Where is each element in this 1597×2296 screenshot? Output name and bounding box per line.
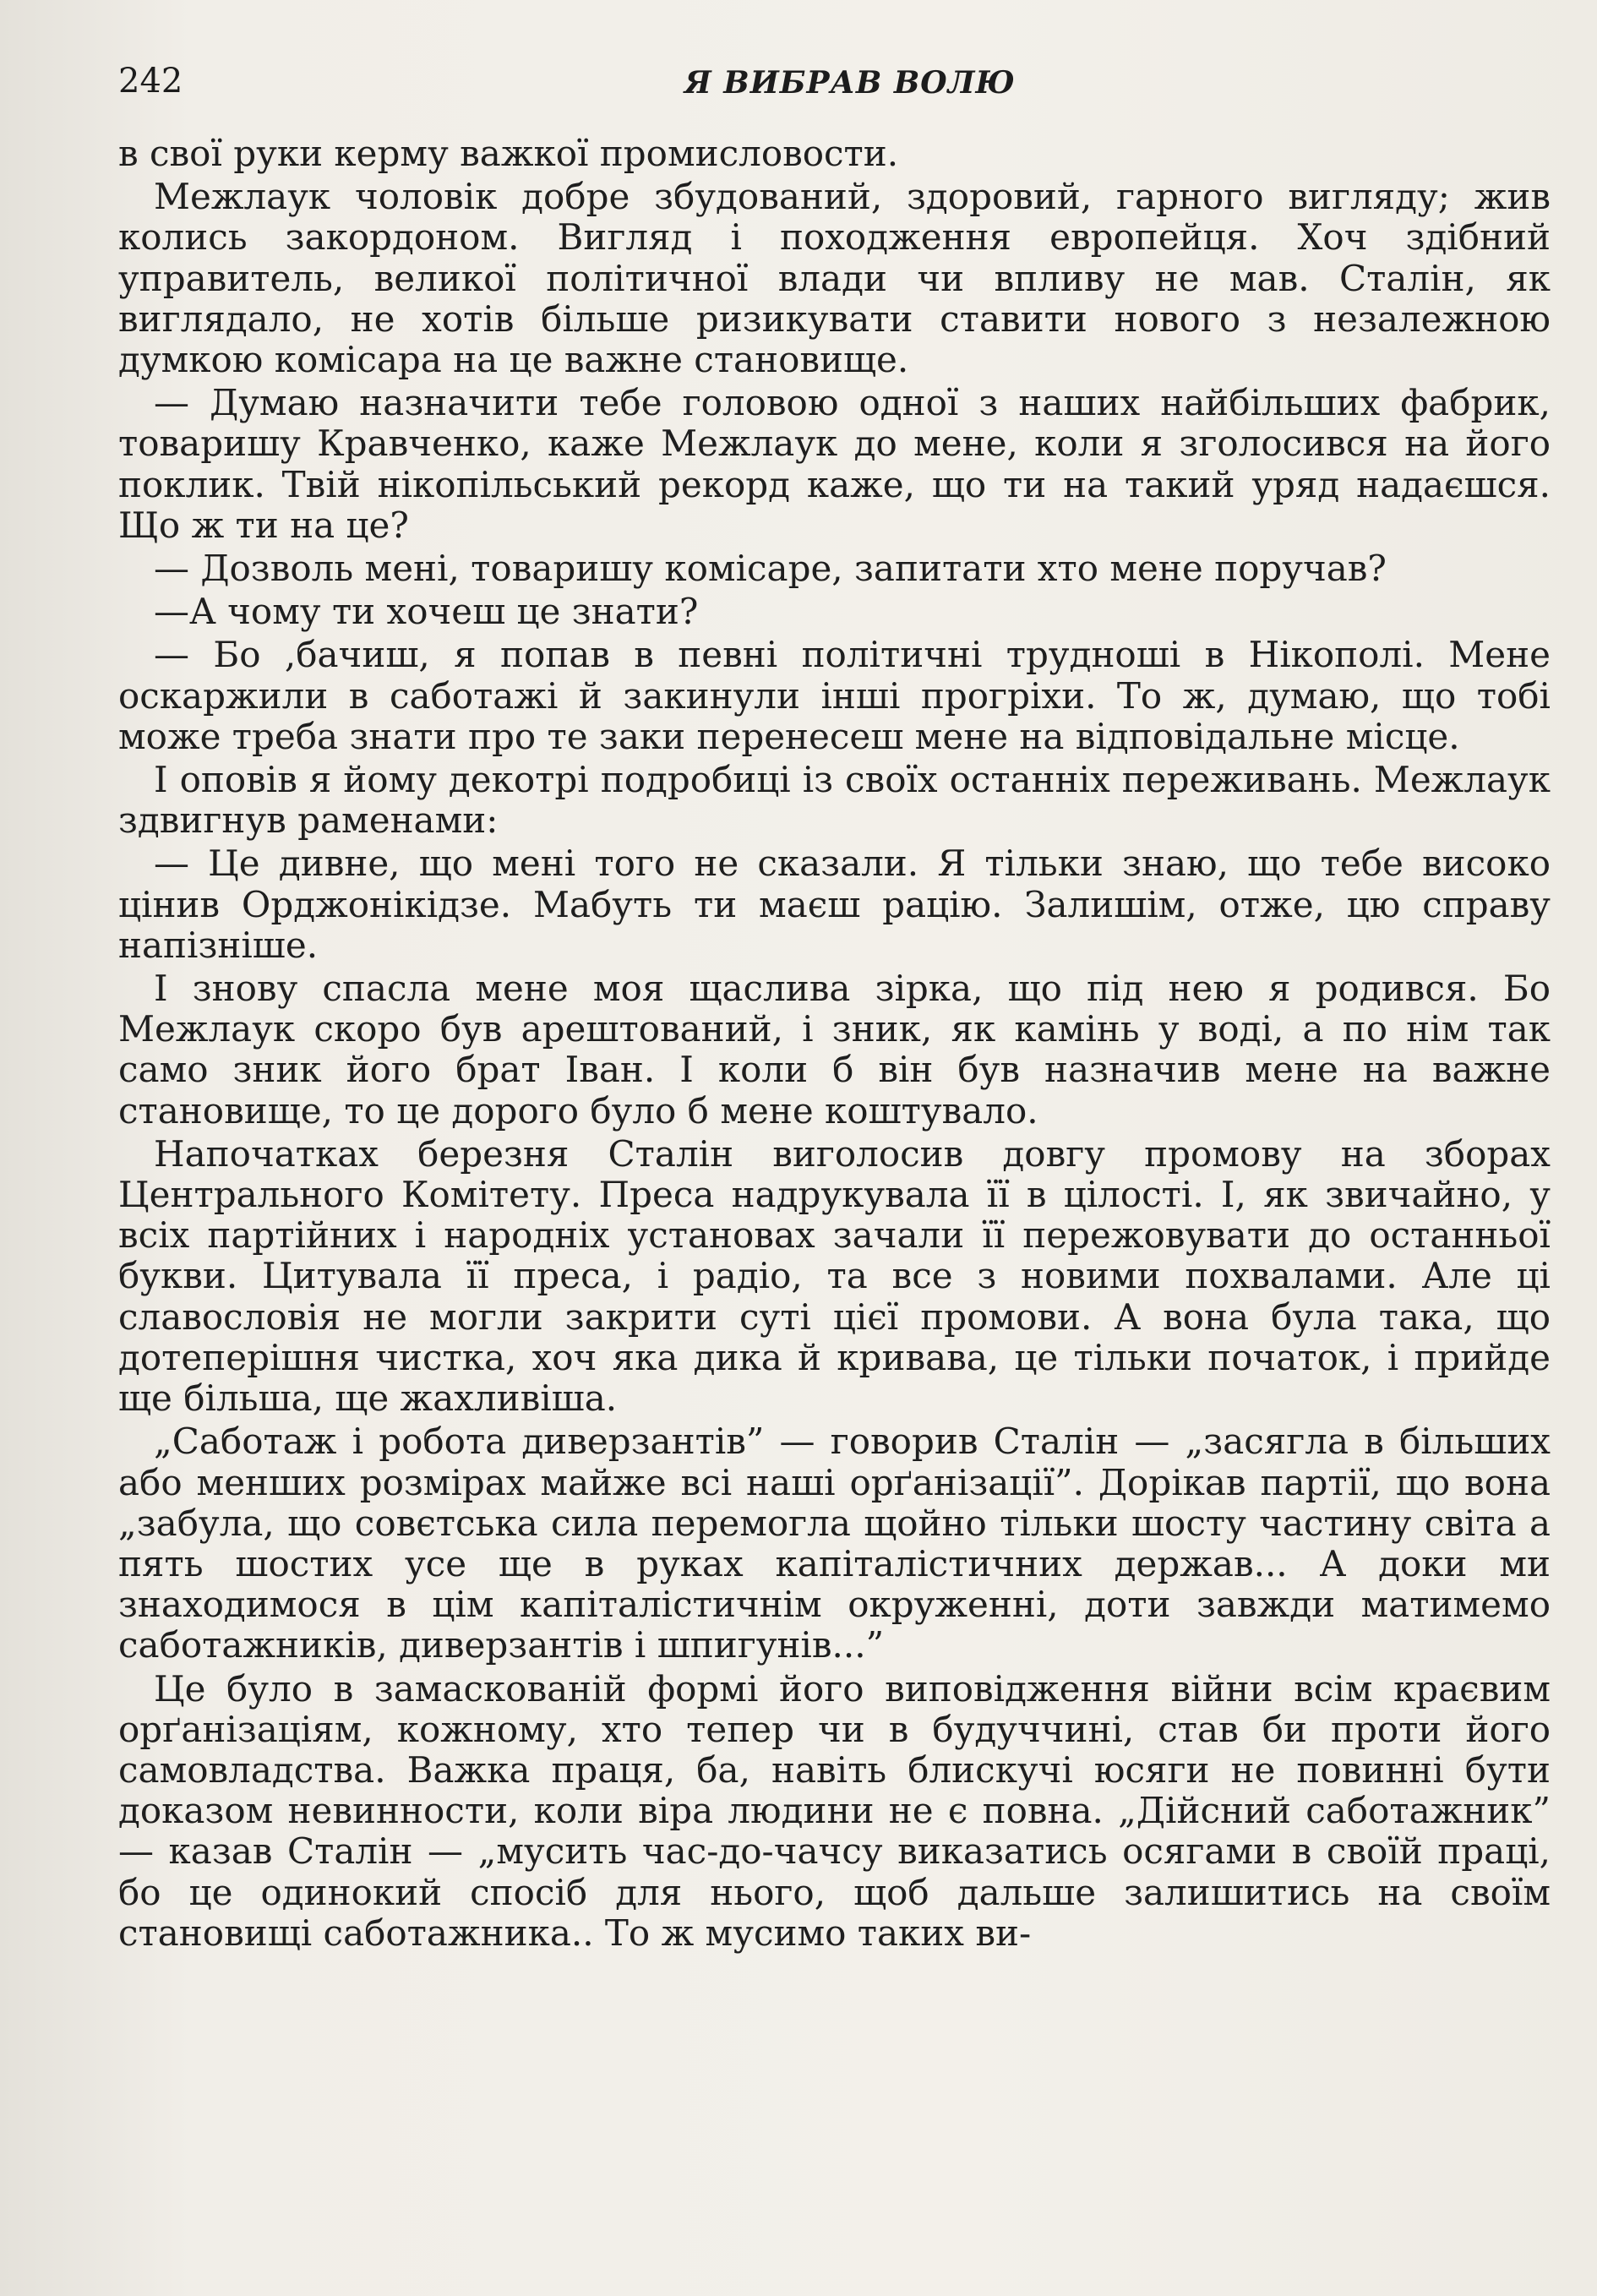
paragraph: І знову спасла мене моя щаслива зірка, що під нею я родився. Бо Межлаук скоро був арештований, і зник, як камінь у воді, а по нім так само зник його брат Іван. І коли б він був назначив мене на важне становище, то це дорого було б мене коштувало. [118,968,1551,1132]
page-number: 242 [118,62,183,101]
dialogue-line: — Думаю назначити тебе головою одної з наших найбільших фабрик, товаришу Кравченко, каже Межлаук до мене, коли я зголосився на його поклик. Твій нікопільський рекорд каже, що ти на такий уряд надаєшся. Що ж ти на це? [118,382,1551,546]
running-title: Я ВИБРАВ ВОЛЮ [684,65,1016,101]
dialogue-line: — Бо ,бачиш, я попав в певні політичні трудноші в Нікополі. Мене оскаржили в саботажі й закинули інші прогріхи. То ж, думаю, що тобі може треба знати про те заки перенесеш мене на відповідальне місце. [118,634,1551,757]
page-text [118,134,1551,1956]
paragraph: І оповів я йому декотрі подробиці із своїх останніх переживань. Межлаук здвигнув раменами: [118,759,1551,842]
quote-paragraph: „Саботаж і робота диверзантів” — говорив Сталін — „засягла в більших або менших розмірах майже всі наші орґанізації”. Дорікав партії, що вона „забула, що совєтська сила перемогла щойно тільки шосту частину світа а пять шостих усе ще в руках капіталістичних держав... А доки ми знаходимося в цім капіталістичнім окруженні, доти завжди матимемо саботажників, диверзантів і шпигунів...” [118,1421,1551,1666]
paragraph: Це було в замаскованій формі його виповідження війни всім краєвим орґанізаціям, кожному, хто тепер чи в будуччині, став би проти його самовладства. Важка праця, ба, навіть блискучі юсяги не повинні бути доказом невинности, коли віра людини не є повна. „Дійсний саботажник” — казав Сталін — „мусить час-до-чачсу виказатись осягами в своїй праці, бо це одинокий спосіб для нього, щоб дальше залишитись на своїм становищі саботажника.. То ж мусимо таких ви- [118,1667,1551,1954]
dialogue-line: — Дозволь мені, товаришу комісаре, запитати хто мене поручав? [154,548,1387,590]
dialogue-line: —А чому ти хочеш це знати? [154,591,699,633]
paragraph: в свої руки керму важкої промисловости. [118,133,899,174]
paragraph: Межлаук чоловік добре збудований, здоровий, гарного вигляду; жив колись закордоном. Вигляд і походження европейця. Хоч здібний управитель, великої політичної влади чи впливу не мав. Сталін, як виглядало, не хотів більше ризикувати ставити нового з незалежною думкою комісара на це важне становище. [118,176,1551,381]
dialogue-line: — Це дивне, що мені того не сказали. Я тільки знаю, що тебе високо цінив Орджонікідзе. Мабуть ти маєш рацію. Залишім, отже, цю справу напізніше. [118,843,1551,966]
paragraph: Напочатках березня Сталін виголосив довгу промову на зборах Центрального Комітету. Преса надрукувала її в цілості. І, як звичайно, у всіх партійних і народніх установах зачали її пережовувати до останньої букви. Цитувала її преса, і радіо, та все з новими похвалами. Але ці славословія не могли закрити суті цієї промови. А вона була така, що дотеперішня чистка, хоч яка дика й кривава, це тільки початок, і прийде ще більша, ще жахливіша. [118,1132,1551,1420]
page-header [118,56,1555,106]
